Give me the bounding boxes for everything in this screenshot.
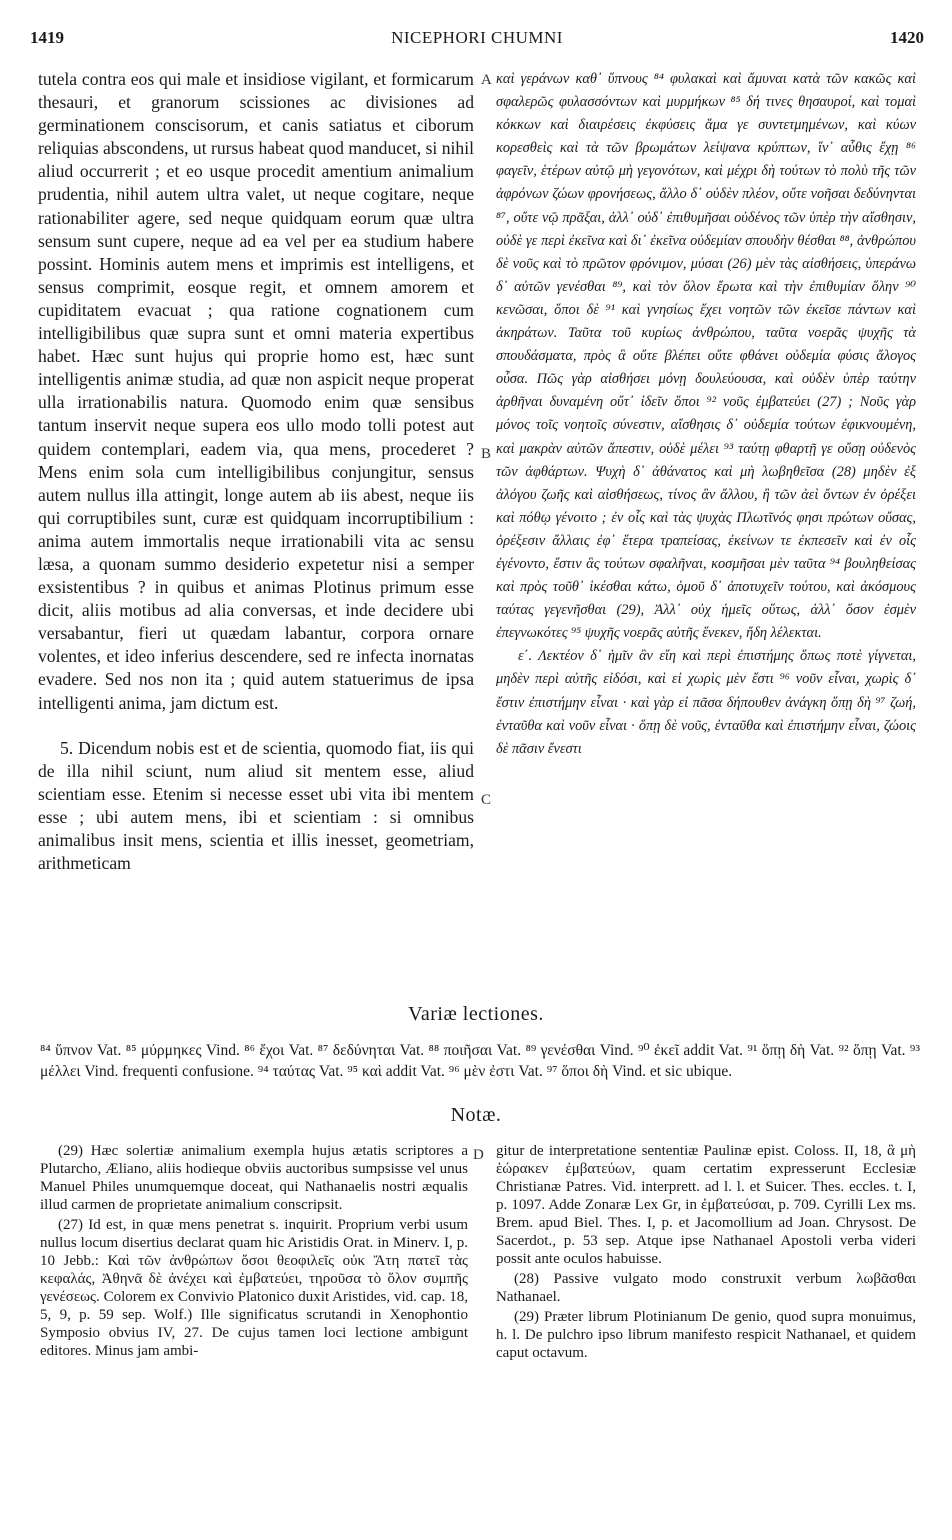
running-head <box>30 28 924 56</box>
note-paragraph: (27) Id est, in quæ mens penetrat s. inquirit. Proprium verbi usum nullus locum disertius declarat quam hic Aristidis Orat. in Minerv. I, p. 10 Jebb.: Καὶ τῶν ἀνθρώπων ὅσοι θεοφιλεῖς οὐκ Ἄτη πατεῖ τὰς κεφαλάς, Ἀθηνᾶ δὲ ἀνέχει καὶ ἐμβατεύει, τηροῦσα τὸ ὅλον συμπῆς γενέσεως. Colorem ex Convivio Platonico duxit Aristides, vid. cap. 18, 5, 9, p. 59 sep. Wolf.) Ille significatus scrutandi in Xenophontio Symposio obvius IV, 27. De cujus tamen loci lectione ambigunt editores. Minus jam ambi- <box>40 1217 468 1359</box>
note-paragraph: (29) Hæc solertiæ animalium exempla hujus ætatis scriptores a Plutarcho, Æliano, aliis hodieque obviis auctoribus sumpsisse vel unus Manuel Philes unumquemque doceat, qui Nathanaelis nostri æqualis illud carmen de proprietate animalium conscripsit. <box>40 1143 468 1213</box>
variae-text: ⁸⁴ ὕπνον Vat. ⁸⁵ μύρμηκες Vind. ⁸⁶ ἔχοι Vat. ⁸⁷ δεδύνηται Vat. ⁸⁸ ποιῆσαι Vat. ⁸⁹ γενέσθαι Vind. ⁹⁰ ἐκεῖ addit Vat. ⁹¹ ὅπῃ δὴ Vat. ⁹² ὅπῃ Vat. ⁹³ μέλλει Vind. frequenti confusione. ⁹⁴ ταύτας Vat. ⁹⁵ καὶ addit Vat. ⁹⁶ μὲν ἐστι Vat. ⁹⁷ ὅποι δὴ Vind. et sic ubique. <box>40 1042 920 1080</box>
margin-letter-c: C <box>481 792 492 808</box>
latin-paragraph-2: 5. Dicendum nobis est et de scientia, quomodo fiat, iis qui de illa nihil sciunt, num aliud sit mentem esse, aliud scientiam esse. Etenim si necesse esset ubi vita ibi mentem esse ; ubi autem mens, ibi et scientiam : si omnibus animalibus insit mens, scientia et illis inesset, geometriam, arithmeticam <box>38 737 474 874</box>
page-number-left: 1419 <box>30 28 64 47</box>
margin-letter-a: A <box>481 72 492 88</box>
margin-letter-d: D <box>473 1147 484 1163</box>
greek-column <box>496 68 916 761</box>
running-title: NICEPHORI CHUMNI <box>391 28 563 47</box>
note-paragraph: (28) Passive vulgato modo construxit verbum λωβᾶσθαι Nathanael. <box>496 1271 916 1305</box>
note-paragraph: gitur de interpretatione sententiæ Paulinæ epist. Coloss. II, 18, ἃ μὴ ἑώρακεν ἐμβατεύων, quam certatim expresserunt Ecclesiæ Christianæ Patres. Vid. interprett. ad l. l. et Suicer. Thes. eccles. t. I, p. 1097. Adde Zonaræ Lex Gr, in ἐμβατεύσαι, p. 709. Cyrilli Lex ms. Brem. apud Biel. Thes. I, p. et Jacomollium ad Joan. Chrysost. De Sacerdot., p. 53 sep. Atque ipse Nathanael Apostoli verba videri possit ante oculos habuisse. <box>496 1143 916 1267</box>
greek-paragraph-1: καὶ γεράνων καθ᾿ ὕπνους ⁸⁴ φυλακαὶ καὶ ἄμυναι κατὰ τῶν κακῶς καὶ σφαλερῶς φυλασσόντων καὶ μυρμήκων ⁸⁵ δή τινες θησαυροί, καὶ τομαὶ κόκκων καὶ διαιρέσεις ἐκφύσεις ἅμα γε συντετμημένων, καὶ κύων κορεσθεὶς καὶ τὰ τῶν βρωμάτων λείψανα κρύπτων, ἵν᾿ αὖθις ἔχῃ ⁸⁶ φαγεῖν, ἑτέρων αὐτῷ μὴ γεγονότων, καὶ μέχρι δὴ τούτων τὸ πολὺ τῆς τῶν ἀφρόνων ζώων φρονήσεως, ἄλλο δ᾿ οὐδὲν πλέον, οὔτε νοῆσαι δεδύνηνται ⁸⁷, οὔτε νῷ πρᾶξαι, ἀλλ᾿ οὐδ᾿ ἐπιθυμῆσαι οὐδένος τῶν ὑπὲρ τὴν αἴσθησιν, οὐδὲ γε περὶ ἐκεῖνα καὶ δι᾿ ἐκεῖνα οὐδεμίαν σπουδὴν θέσθαι ⁸⁸, ἀνθρώπου δὲ νοῦς καὶ τὸ πρῶτον φρόνιμον, μύσαι (26) μὲν τὰς αἰσθήσεις, ὑπεράνω δ᾿ αὐτῶν γενέσθαι ⁸⁹, καὶ τὸν ὅλον ἔρωτα καὶ τὴν ἐπιθυμίαν ὅλην ⁹⁰ κενῶσαι, ὅποι δὲ ⁹¹ καὶ γνησίως ἔχει νοητῶν τῶν ἐκεῖσε πάντων καὶ ἀκηράτων. Ταῦτα τοῦ κυρίως ἀνθρώπου, ταῦτα νοερᾶς ψυχῆς τὰ σπουδάσματα, πρὸς ἃ οὔτε βλέπει οὔτε φθάνει οὐδεμία φύσις ἄλογος οὖσα. Πῶς γὰρ αἰσθήσει μόνῃ δουλεύουσα, καὶ οὐδὲν ὑπὲρ ταύτην ἀρθῆναι δυναμένη οὔτ᾿ ἰδεῖν ὅποι ⁹² νοῦς ἐμβατεύει (27) ; Νοῦς γὰρ μόνος τοῖς νοητοῖς σύνεστιν, αἴσθησις δ᾿ οὐδεμία τούτων ἐφικνουμένη, καὶ μακρὰν αὐτῶν ἄπεστιν, οὐδὲ μέλει ⁹³ ταύτῃ φθαρτῇ γε οὔσῃ οὐδενὸς τῶν ἀφθάρτων. Ψυχὴ δ᾿ ἀθάνατος καὶ μὴ λωβηθεῖσα (28) μηδὲν ἐξ ἀλόγου ζωῆς καὶ αἰσθήσεως, τίνος ἂν ἄλλου, ἢ τῶν ἀεὶ ὄντων ἐν ὀρέξει καὶ πόθῳ γένοιτο ; ἐν οἷς καὶ τὰς ψυχὰς Πλωτῖνός φησι πρώτων οὔσας, ὀρέξεσιν ἄλλαις ἐφ᾿ ἕτερα τραπείσας, ἐκείνων τε ἐκπεσεῖν καὶ ἐν οἷς ἐγένοντο, ἔστιν ἃς τούτων σφαλῆναι, κοσμῆσαι μὲν ταῦτα ⁹⁴ βουληθείσας καὶ πρὸς τοῦθ᾿ ἱκέσθαι κάτω, ὁμοῦ δ᾿ ἀποτυχεῖν τούτου, καὶ ἀκόσμους ταύτας γεγενῆσθαι (29), Ἀλλ᾿ οὐχ ἡμεῖς οὕτως, ἀλλ᾿ ὅσον ἐσμὲν ἐπεγνωκότες ⁹⁵ ψυχῆς νοερᾶς αὐτῆς ἕνεκεν, ἤδη λέλεκται. <box>496 71 916 642</box>
notae-right-column <box>496 1142 916 1364</box>
latin-column <box>38 68 474 875</box>
latin-paragraph-1: tutela contra eos qui male et insidiose vigilant, et formicarum thesauri, et granorum scissiones ac divisiones ad germinationem conscisorum, et canis satiatus et ciborum reliquias abscondens, ut rursus habeat quod manducet, si nihil aliud occurrerit ; et eo usque procedit amentium animalium prudentia, nihil autem ultra valet, ut neque cogitare, neque rationabiliter agere, sed neque quidquam eorum quæ ultra sensum sunt cupere, neque ad ea vel per ea studium habere possint. Hominis autem mens et imprimis est intelligens, et sensus comprimit, eosque regit, et omnem amorem et cupiditatem evacuat ; qua ratione cognationem cum intelligibilibus quæ supra sunt et omni materia expertibus habet. Hæc sunt hujus qui proprie homo est, hæc sunt intelligentis animæ studia, ad quæ non aspicit neque properat ulla irrationabilis natura. Quomodo enim quæ sensibus tantum inservit neque supera eos ullo modo tolli potest aut quidem contemplari, eadem via, qua mens, procederet ? Mens enim sola cum intelligibilibus conjungitur, sensus autem nullus illa attingit, longe autem ab iis abest, neque iis qui corruptibiles sunt, curæ est quidquam incorruptibilium : anima autem immortalis neque irrationabili vita ac sensu læsa, a quonam summo desiderio expetetur nisi a semper exsistentibus ? in quibus et animas Plotinus primum esse dicit, aliis motibus ad alia conversas, et inde decidere ubi versabantur, fieri ut quædam labantur, corpora ornare volentes, et ideo inferius descendere, sed re infecta inornatas evadere. Sed nos non ita ; quid autem statuerimus de ipsa intelligenti anima, jam dictum est. <box>38 69 474 713</box>
margin-letter-b: B <box>481 446 492 462</box>
notae-left-column <box>40 1142 468 1362</box>
note-paragraph: (29) Præter librum Plotinianum De genio, quod supra monuimus, h. l. De pulchro ipso librum manifesto respicit Nathanael, et quidem caput octavum. <box>496 1309 916 1361</box>
page-number-right: 1420 <box>890 28 924 47</box>
variae-heading: Variæ lectiones. <box>408 1003 544 1025</box>
notae-heading: Notæ. <box>450 1104 502 1126</box>
greek-paragraph-2: ε΄. Λεκτέον δ᾿ ἡμῖν ἂν εἴη καὶ περὶ ἐπιστήμης ὅπως ποτὲ γίγνεται, μηδὲν περὶ αὐτῆς εἰδόσι, καὶ εἰ χωρὶς μὲν ἔστι ⁹⁶ νοῦν εἶναι, χωρὶς δ᾿ ἔστιν ἐπιστήμην εἶναι · καὶ γὰρ εἰ πᾶσα δήπουθεν ἀνάγκη ὅπῃ δὴ ⁹⁷ ζωή, ἐνταῦθα καὶ νοῦν εἶναι · ὅπῃ δὲ νοῦς, ἐνταῦθα καὶ ἐπιστήμην εἶναι, ζώοις δὲ πᾶσιν ἔνεστι <box>496 648 916 757</box>
